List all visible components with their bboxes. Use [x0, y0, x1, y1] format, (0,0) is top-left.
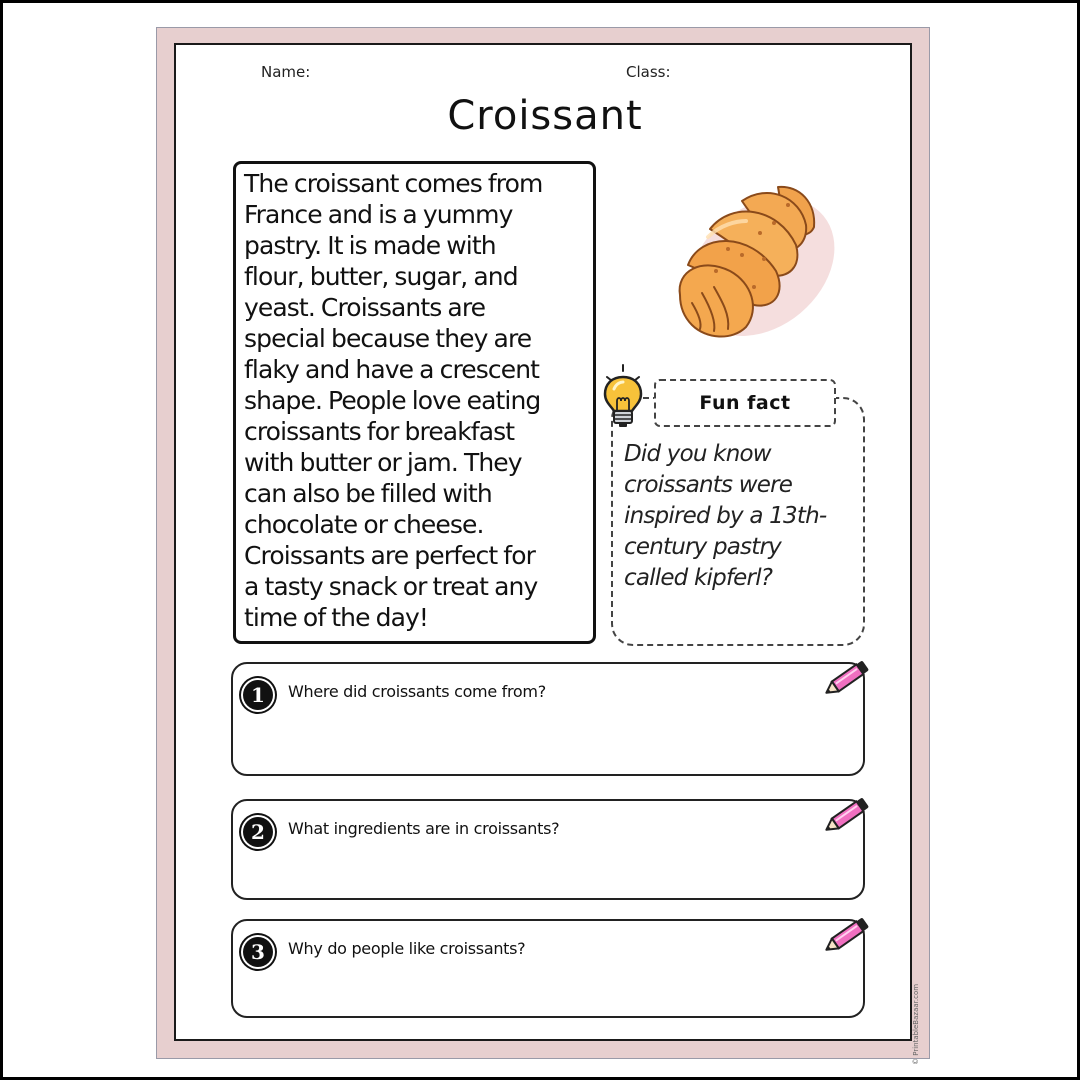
- story-line: France and is a yummy: [244, 200, 513, 229]
- credit-text: © PrintableBazaar.com: [912, 983, 920, 1065]
- fun-fact-line: inspired by a 13th-: [624, 503, 827, 529]
- copyright-credit: [912, 915, 926, 1065]
- story-line: time of the day!: [244, 603, 429, 632]
- worksheet-paper: [156, 27, 930, 1065]
- story-line: special because they are: [244, 324, 532, 353]
- story-line: can also be filled with: [244, 479, 492, 508]
- fun-fact-text: [624, 439, 859, 594]
- story-line: Croissants are perfect for: [244, 541, 535, 570]
- worksheet-sheet: [174, 43, 920, 1065]
- name-label: Name:: [261, 63, 311, 81]
- question-number: 2: [243, 817, 273, 847]
- question-text: Where did croissants come from?: [288, 682, 546, 701]
- story-box: [233, 161, 596, 644]
- croissant-icon: [650, 175, 840, 345]
- fun-fact-line: croissants were: [624, 472, 793, 498]
- story-text: [244, 168, 585, 633]
- story-line: flaky and have a crescent: [244, 355, 540, 384]
- question-box-1[interactable]: [231, 662, 865, 776]
- fun-fact-line: Did you know: [624, 441, 771, 467]
- question-number: 1: [243, 680, 273, 710]
- story-line: croissants for breakfast: [244, 417, 515, 446]
- story-line: pastry. It is made with: [244, 231, 496, 260]
- story-line: flour, butter, sugar, and: [244, 262, 518, 291]
- story-line: with butter or jam. They: [244, 448, 522, 477]
- story-line: shape. People love eating: [244, 386, 541, 415]
- fun-fact-heading: Fun fact: [654, 379, 836, 427]
- question-number: 3: [243, 937, 273, 967]
- pencil-icon: [819, 913, 873, 959]
- fun-fact-line: called kipferl?: [624, 565, 773, 591]
- lightbulb-icon: [601, 363, 651, 429]
- pencil-icon: [819, 793, 873, 839]
- story-line: The croissant comes from: [244, 169, 543, 198]
- story-line: yeast. Croissants are: [244, 293, 486, 322]
- question-box-3[interactable]: [231, 919, 865, 1018]
- question-text: What ingredients are in croissants?: [288, 819, 560, 838]
- pencil-icon: [819, 656, 873, 702]
- fun-fact-line: century pastry: [624, 534, 781, 560]
- page-title: Croissant: [447, 93, 643, 139]
- story-line: a tasty snack or treat any: [244, 572, 538, 601]
- question-text: Why do people like croissants?: [288, 939, 526, 958]
- question-box-2[interactable]: [231, 799, 865, 900]
- class-label: Class:: [626, 63, 671, 81]
- story-line: chocolate or cheese.: [244, 510, 484, 539]
